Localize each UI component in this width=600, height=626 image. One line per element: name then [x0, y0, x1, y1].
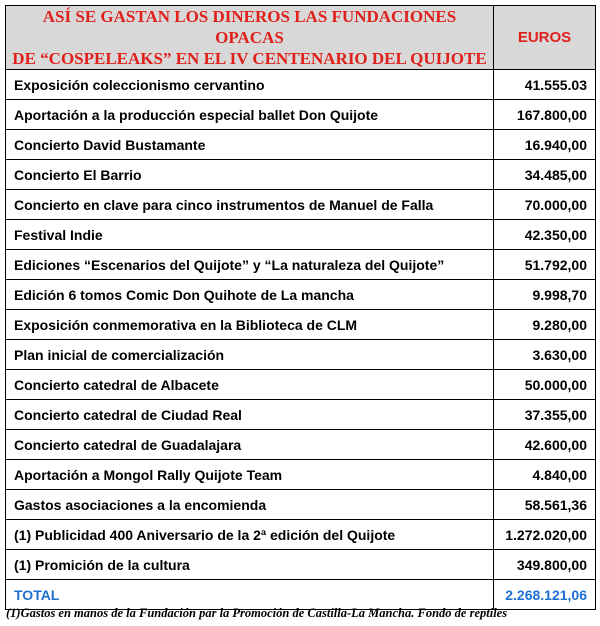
row-amount: 51.792,00 [494, 250, 596, 280]
row-concept: Festival Indie [6, 220, 494, 250]
row-amount: 42.350,00 [494, 220, 596, 250]
row-concept: Concierto catedral de Albacete [6, 370, 494, 400]
table-title-line1: ASÍ SE GASTAN LOS DINEROS LAS FUNDACIONES OPACAS [42, 7, 457, 47]
euros-column-header: EUROS [494, 6, 596, 70]
expenses-table [5, 5, 596, 610]
row-amount: 41.555.03 [494, 70, 596, 100]
row-concept: Plan inicial de comercialización [6, 340, 494, 370]
row-amount: 1.272.020,00 [494, 520, 596, 550]
table-row [6, 130, 596, 160]
row-amount: 58.561,36 [494, 490, 596, 520]
table-header-row [6, 6, 596, 70]
row-amount: 9.280,00 [494, 310, 596, 340]
total-label: TOTAL [6, 580, 494, 610]
row-amount: 50.000,00 [494, 370, 596, 400]
row-concept: Concierto El Barrio [6, 160, 494, 190]
row-concept: Edición 6 tomos Comic Don Quihote de La mancha [6, 280, 494, 310]
row-amount: 16.940,00 [494, 130, 596, 160]
table-row [6, 310, 596, 340]
table-title-line2: DE “COSPELEAKS” EN EL IV CENTENARIO DEL QUIJOTE [12, 49, 487, 68]
row-concept: Concierto catedral de Ciudad Real [6, 400, 494, 430]
table-row [6, 340, 596, 370]
row-concept: Concierto en clave para cinco instrumentos de Manuel de Falla [6, 190, 494, 220]
table-row [6, 460, 596, 490]
table-row [6, 190, 596, 220]
row-concept: (1) Promición de la cultura [6, 550, 494, 580]
table-row [6, 160, 596, 190]
row-amount: 3.630,00 [494, 340, 596, 370]
row-amount: 70.000,00 [494, 190, 596, 220]
row-concept: Aportación a la producción especial ballet Don Quijote [6, 100, 494, 130]
table-row [6, 370, 596, 400]
total-row [6, 580, 596, 610]
table-row [6, 550, 596, 580]
row-concept: Concierto David Bustamante [6, 130, 494, 160]
row-concept: (1) Publicidad 400 Aniversario de la 2ª edición del Quijote [6, 520, 494, 550]
row-concept: Concierto catedral de Guadalajara [6, 430, 494, 460]
row-amount: 4.840,00 [494, 460, 596, 490]
table-row [6, 520, 596, 550]
table-row [6, 400, 596, 430]
row-concept: Exposición conmemorativa en la Biblioteca de CLM [6, 310, 494, 340]
row-amount: 42.600,00 [494, 430, 596, 460]
row-amount: 34.485,00 [494, 160, 596, 190]
table-row [6, 100, 596, 130]
table-row [6, 490, 596, 520]
total-value: 2.268.121,06 [494, 580, 596, 610]
table-row [6, 70, 596, 100]
row-concept: Gastos asociaciones a la encomienda [6, 490, 494, 520]
footnote: (1)Gastos en manos de la Fundación par la Promoción de Castilla-La Mancha. Fondo de reptiles [6, 606, 508, 620]
table-row [6, 280, 596, 310]
row-concept: Exposición coleccionismo cervantino [6, 70, 494, 100]
table-row [6, 430, 596, 460]
row-amount: 9.998,70 [494, 280, 596, 310]
row-concept: Aportación a Mongol Rally Quijote Team [6, 460, 494, 490]
table-row [6, 220, 596, 250]
row-concept: Ediciones “Escenarios del Quijote” y “La naturaleza del Quijote” [6, 250, 494, 280]
table-body [6, 70, 596, 580]
row-amount: 349.800,00 [494, 550, 596, 580]
table-row [6, 250, 596, 280]
row-amount: 37.355,00 [494, 400, 596, 430]
row-amount: 167.800,00 [494, 100, 596, 130]
table-title [6, 6, 494, 70]
